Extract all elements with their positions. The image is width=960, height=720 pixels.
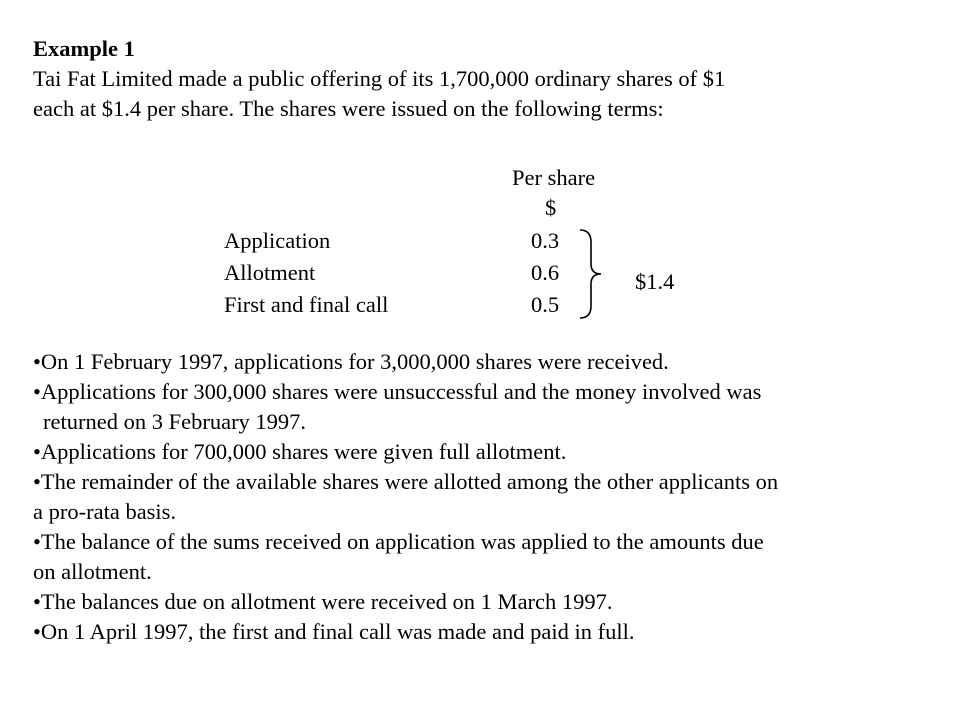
term-label-final-call: First and final call [224,292,389,317]
intro-line: each at $1.4 per share. The shares were issued on the following terms: [33,96,664,121]
per-share-header: Per share [512,165,596,190]
bullet-line: •The balance of the sums received on application was applied to the amounts due [33,529,764,554]
term-label-allotment: Allotment [224,260,316,285]
term-label-application: Application [224,228,331,253]
bullet-line: •On 1 April 1997, the first and final call was made and paid in full. [33,619,635,644]
bullet-line: on allotment. [33,559,152,584]
intro-line: Tai Fat Limited made a public offering of its 1,700,000 ordinary shares of $1 [33,66,726,91]
bullet-line: a pro-rata basis. [33,499,177,524]
bullet-line: returned on 3 February 1997. [43,409,307,434]
intro-paragraph [33,64,725,124]
bullet-line: •The balances due on allotment were received on 1 March 1997. [33,589,613,614]
bullet-line: •The remainder of the available shares were allotted among the other applicants on [33,469,779,494]
total-per-share: $1.4 [635,269,675,294]
bullet-line: •Applications for 300,000 shares were unsuccessful and the money involved was [33,379,762,404]
term-value-allotment: 0.6 [531,260,560,285]
bullet-list [33,347,778,647]
term-value-final-call: 0.5 [531,292,560,317]
term-value-application: 0.3 [531,228,560,253]
currency-unit: $ [545,195,557,220]
bullet-line: •On 1 February 1997, applications for 3,000,000 shares were received. [33,349,669,374]
example-title: Example 1 [33,36,135,61]
bullet-line: •Applications for 700,000 shares were given full allotment. [33,439,567,464]
right-brace-icon [577,228,605,320]
